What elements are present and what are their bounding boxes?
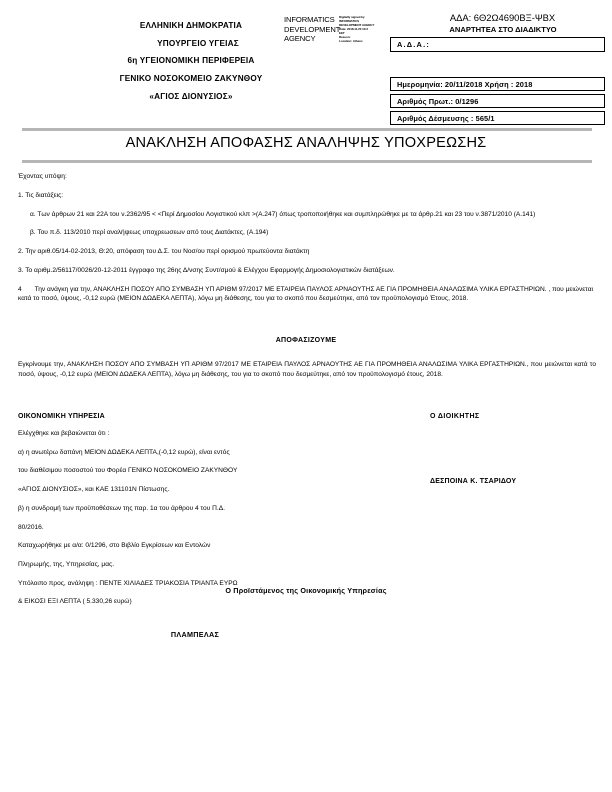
- publication-notice: ΑΝΑΡΤΗΤΕΑ ΣΤΟ ΔΙΑΔΙΚΤΥΟ: [449, 25, 557, 34]
- provision-4-number: 4: [18, 285, 22, 293]
- financial-line-1: Ελέγχθηκε και βεβαιώνεται ότι :: [18, 430, 110, 437]
- financial-line-3: του διαθέσιμου ποσοστού του Φορέα ΓΕΝΙΚΟ ΝΟΣΟΚΟΜΕΙΟ ΖΑΚΥΝΘΟΥ: [18, 467, 238, 475]
- stamp-agency-name: INFORMATICS DEVELOPMENT AGENCY: [284, 15, 341, 44]
- remaining-amount-figure: & ΕΙΚΟΣΙ ΕΞΙ ΛΕΠΤΑ ( 5.330,26 ευρώ): [18, 598, 132, 606]
- provision-1b: β. Του π.δ. 113/2010 περί αναλήψεως υποχρεωσεων από τους Διατάκτες, (Α.194): [30, 229, 269, 237]
- ada-field-box: Α.Δ.Α.:: [390, 37, 605, 52]
- title-rule-bottom: [22, 160, 592, 163]
- remaining-amount-words: Υπόλοιπο προς, ανάληψη : ΠΕΝΤΕ ΧΙΛΙΑΔΕΣ ΤΡΙΑΚΟΣΙΑ ΤΡΙΑΝΤΑ ΕΥΡΩ: [18, 579, 238, 587]
- financial-line-8: Πληρωμής, της, Υπηρεσίας, μας.: [18, 561, 115, 569]
- title-rule-top: [22, 128, 592, 131]
- commitment-number-field-box: Αριθμός Δέσμευσης : 565/1: [390, 111, 605, 125]
- financial-head-title: Ο Προϊστάμενος της Οικονομικής Υπηρεσίας: [225, 586, 387, 595]
- financial-line-4: «ΑΓΙΟΣ ΔΙΟΝΥΣΙΟΣ», και ΚΑΕ 131101Ν Πίστωσης.: [18, 486, 170, 494]
- provision-3: 3. Το αριθμ.2/56117/0026/20-12-2011 έγγραφο της 26ης Δ/νσης Συντ/σμού & Ελέγχου Εφαρμογής Δημοσιολογιστικών διατάξεων.: [18, 266, 395, 274]
- org-line-country: ΕΛΛΗΝΙΚΗ ΔΗΜΟΚΡΑΤΙΑ: [139, 21, 243, 30]
- document-header: [0, 0, 612, 128]
- administrator-name: ΔΕΣΠΟΙΝΑ Κ. ΤΣΑΡΙΔΟΥ: [430, 478, 517, 485]
- financial-head-name: ΠΛΑΜΠΕΛΑΣ: [170, 630, 220, 639]
- decision-text: Εγκρίνουμε την, ΑΝΑΚΛΗΣΗ ΠΟΣΟΥ ΑΠΟ ΣΥΜΒΑΣΗ ΥΠ ΑΡΙΘΜ 97/2017 ΜΕ ΕΤΑΙΡΕΙΑ ΠΑΥΛΟΣ ΑΡΝΑΟΥΤΗΣ ΑΕ ΓΙΑ ΠΡΟΜΗΘΕΙΑ ΑΝΑΛΩΣΙΜΑ ΥΛΙΚΑ ΕΡΓΑΣΤΗΡΙΩΝ., που μειώνεται κατά το ποσό, ύψους, -0,12 ευρώ (ΜΕΙΟΝ ΔΩΔΕΚΑ ΛΕΠΤΑ), λόγω μη διάθεσης, του για το σκοπό που δεσμεύτηκε, από τον προϋπολογισμό έτους, 2018.: [18, 361, 596, 378]
- decision-heading: ΑΠΟΦΑΣΙΖΟΥΜΕ: [275, 337, 337, 344]
- org-line-hospital-name: «ΑΓΙΟΣ ΔΙΟΝΥΣΙΟΣ»: [149, 91, 233, 101]
- financial-line-2: α) η ανωτέρω δαπάνη ΜΕΙΟΝ ΔΩΔΕΚΑ ΛΕΠΤΑ,(-0,12 ευρώ), είναι εντός: [18, 448, 230, 456]
- provision-1-heading: 1. Τις διατάξεις:: [18, 191, 64, 199]
- stamp-signature-detail: Digitally signed by INFORMATICS DEVELOPMENT AGENCY Date: 2018.11.20 10:2 EET Reason: Location: Athens: [339, 16, 375, 43]
- org-line-health-region: 6η ΥΓΕΙΟΝΟΜΙΚΗ ΠΕΡΙΦΕΡΕΙΑ: [127, 56, 255, 66]
- organization-block: [96, 22, 286, 111]
- financial-service-heading: ΟΙΚΟΝΟΜΙΚΗ ΥΠΗΡΕΣΙΑ: [18, 413, 105, 420]
- protocol-number-field-box: Αριθμός Πρωτ.: 0/1296: [390, 94, 605, 108]
- provision-1a: α. Των άρθρων 21 και 22Α του ν.2362/95 < <Περί Δημοσίου Λογιστικού κλπ >(Α.247) όπως τροποποιήθηκε και συμπληρώθηκε με τα άρθρ.21 και 23 του ν.3871/2010 (Α.141): [30, 210, 536, 218]
- org-line-hospital: ΓΕΝΙΚΟ ΝΟΣΟΚΟΜΕΙΟ ΖΑΚΥΝΘΟΥ: [119, 74, 263, 84]
- date-field-box: Ημερομηνία: 20/11/2018 Χρήση : 2018: [390, 77, 605, 91]
- provision-4-text: Την ανάγκη για την, ΑΝΑΚΛΗΣΗ ΠΟΣΟΥ ΑΠΟ ΣΥΜΒΑΣΗ ΥΠ ΑΡΙΘΜ 97/2017 ΜΕ ΕΤΑΙΡΕΙΑ ΠΑΥΛΟΣ ΑΡΝΑΟΥΤΗΣ ΑΕ ΓΙΑ ΠΡΟΜΗΘΕΙΑ ΑΝΑΛΩΣΙΜΑ ΥΛΙΚΑ ΕΡΓΑΣΤΗΡΙΩΝ. , που μειώνεται κατά το ποσό, ύψους, -0,12 ευρώ (ΜΕΙΟΝ ΔΩΔΕΚΑ ΛΕΠΤΑ), λόγω μη διάθεσης, του για το σκοπό που δεσμεύτηκε, από τον προϋπολογισμό Έτους, 2018.: [18, 285, 593, 303]
- ada-number-text: ΑΔΑ: 6Θ2Ω4690ΒΞ-ΨΒΧ: [449, 12, 556, 23]
- financial-line-6: 80/2016.: [18, 523, 44, 531]
- preamble-intro: Έχοντας υπόψη:: [18, 173, 67, 180]
- financial-line-7: Καταχωρήθηκε με α/α: 0/1296, στο Βιβλίο Εγκρίσεων και Εντολών: [18, 542, 211, 550]
- provision-4: [18, 285, 596, 305]
- org-line-ministry: ΥΠΟΥΡΓΕΙΟ ΥΓΕΙΑΣ: [157, 38, 239, 48]
- administrator-title: Ο ΔΙΟΙΚΗΤΗΣ: [430, 413, 480, 420]
- provision-2: 2. Την αριθ.05/14-02-2013, Θ:20, απόφαση του Δ.Σ. του Νοσ/ου περί ορισμού πρωτεύοντα διατάκτη: [18, 248, 310, 255]
- digital-signature-stamp: [284, 15, 392, 59]
- preamble-section: [18, 172, 596, 313]
- financial-line-5: β) η συνδρομή των προϋποθέσεων της παρ. 1α του άρθρου 4 του Π.Δ.: [18, 504, 225, 512]
- page-title: ΑΝΑΚΛΗΣΗ ΑΠΟΦΑΣΗΣ ΑΝΑΛΗΨΗΣ ΥΠΟΧΡΕΩΣΗΣ: [125, 135, 487, 151]
